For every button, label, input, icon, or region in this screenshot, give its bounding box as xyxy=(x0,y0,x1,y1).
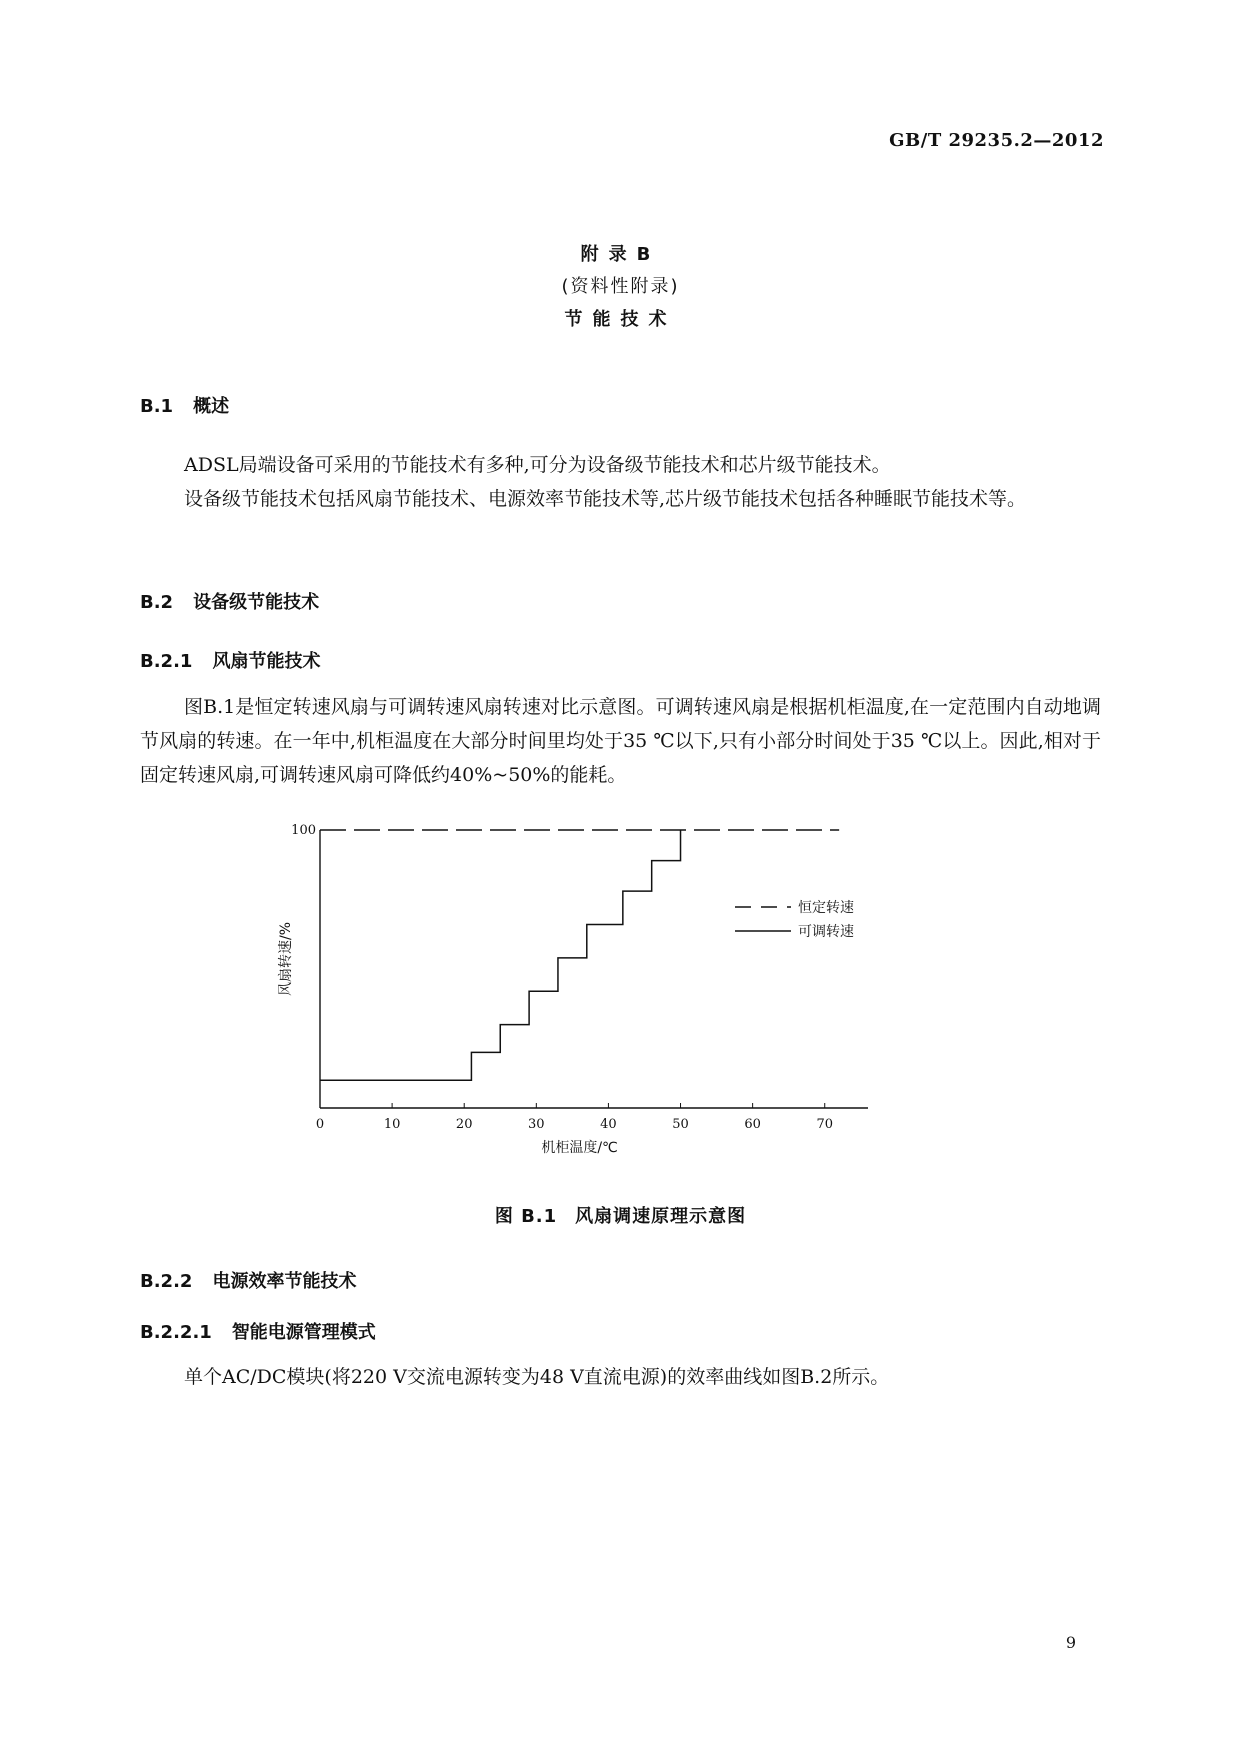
section-number: B.1 xyxy=(140,396,174,417)
annex-title: 附录B xyxy=(580,244,661,265)
series-line-1 xyxy=(320,830,681,1080)
section-number: B.2.2.1 xyxy=(140,1322,212,1343)
section-title: 概述 xyxy=(193,396,230,417)
section-title: 电源效率节能技术 xyxy=(212,1271,357,1292)
paragraph-b21: 图B.1是恒定转速风扇与可调转速风扇转速对比示意图。可调转速风扇是根据机柜温度,在一定范围内自动地调节风扇的转速。在一年中,机柜温度在大部分时间里均处于35 ℃以下,只有小部分时间处于35 ℃以上。因此,相对于固定转速风扇,可调转速风扇可降低约40%~50%的能耗。 xyxy=(140,696,1101,786)
x-tick-label: 0 xyxy=(315,1117,325,1132)
section-title: 设备级节能技术 xyxy=(193,592,320,613)
section-heading-b1 xyxy=(140,392,229,418)
section-heading-b221 xyxy=(140,1318,376,1344)
standard-number: GB/T 29235.2—2012 xyxy=(889,130,1104,151)
section-heading-b21 xyxy=(140,647,320,673)
section-number: B.2.2 xyxy=(140,1271,193,1292)
y-axis-label: 风扇转速/% xyxy=(278,921,294,997)
x-tick-label: 70 xyxy=(816,1117,834,1132)
page-number: 9 xyxy=(1065,1633,1076,1652)
x-tick-label: 50 xyxy=(672,1117,689,1132)
paragraph-b1-2: 设备级节能技术包括风扇节能技术、电源效率节能技术等,芯片级节能技术包括各种睡眠节能技术等。 xyxy=(184,488,1027,510)
x-tick-label: 40 xyxy=(600,1117,617,1132)
fan-speed-chart-svg xyxy=(260,815,1000,1175)
figure-caption xyxy=(0,1202,1241,1228)
x-tick-label: 30 xyxy=(528,1117,545,1132)
section-title: 智能电源管理模式 xyxy=(231,1322,376,1343)
paragraph-b221: 单个AC/DC模块(将220 V交流电源转变为48 V直流电源)的效率曲线如图B.2所示。 xyxy=(184,1366,890,1388)
x-tick-label: 20 xyxy=(455,1117,473,1132)
figure-caption-title: 风扇调速原理示意图 xyxy=(575,1206,747,1227)
y-tick-label: 100 xyxy=(291,823,316,838)
annex-name: 节能技术 xyxy=(564,309,677,330)
x-tick-label: 10 xyxy=(383,1117,401,1132)
paragraph-b1-1: ADSL局端设备可采用的节能技术有多种,可分为设备级节能技术和芯片级节能技术。 xyxy=(184,454,891,476)
fan-speed-chart xyxy=(260,815,1000,1175)
x-axis-label: 机柜温度/℃ xyxy=(541,1140,618,1156)
legend-label-0: 恒定转速 xyxy=(798,900,854,916)
section-heading-b2 xyxy=(140,588,319,614)
legend-label-1: 可调转速 xyxy=(798,924,854,940)
x-tick-label: 60 xyxy=(744,1117,761,1132)
figure-caption-number: 图 B.1 xyxy=(494,1206,558,1227)
section-number: B.2 xyxy=(140,592,174,613)
annex-subtitle: (资料性附录) xyxy=(561,276,680,297)
section-heading-b22 xyxy=(140,1267,356,1293)
section-number: B.2.1 xyxy=(140,651,193,672)
section-title: 风扇节能技术 xyxy=(212,651,321,672)
